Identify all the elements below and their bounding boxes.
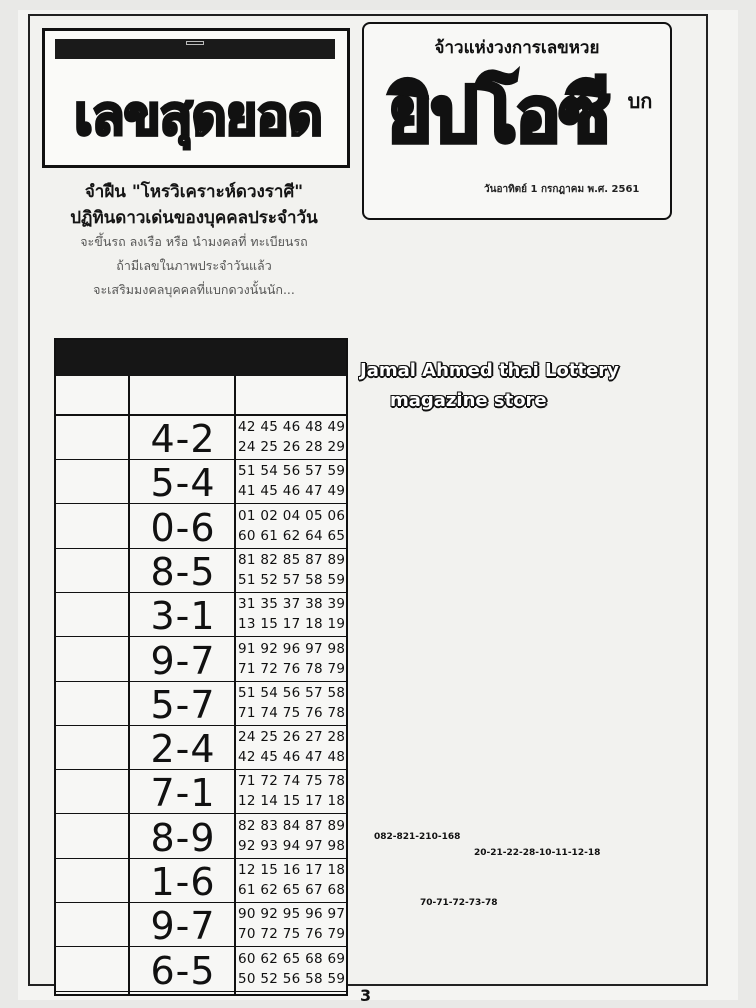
watermark-line-2: magazine store — [390, 390, 547, 411]
row-digit-pair: 5-7 — [150, 682, 216, 727]
contact-phone: 082-821-210-168 — [374, 832, 461, 842]
table-row — [56, 903, 346, 947]
row-digit-pair: 5-4 — [150, 461, 216, 506]
row-numbers-bottom: 92 93 94 97 98 — [238, 837, 346, 854]
watermark-line-1: Jamal Ahmed thai Lottery — [360, 360, 619, 381]
row-numbers-bottom: 50 52 56 58 59 — [238, 970, 346, 987]
row-digit-pair: 9-7 — [150, 638, 216, 683]
row-digit-pair: 4-2 — [150, 417, 216, 461]
subtext-line-1: จะขึ้นรถ ลงเรือ หรือ นำมงคลที่ ทะเบียนรถ — [80, 234, 308, 249]
masthead-top-bar — [55, 39, 335, 59]
row-numbers-top: 90 92 95 96 97 — [238, 906, 346, 923]
store-watermark — [360, 356, 720, 416]
header-numbers — [236, 376, 348, 416]
row-numbers-top: 12 15 16 17 18 — [238, 862, 346, 878]
table-row — [56, 682, 346, 726]
row-numbers-top: 42 45 46 48 49 — [238, 419, 346, 435]
right-kicker: จ้าวแห่งวงการเลขหวย — [434, 38, 600, 58]
table-row — [56, 948, 346, 992]
row-digit-pair: 3-1 — [150, 594, 216, 639]
table-header-row — [56, 376, 346, 416]
row-digit-pair: 0-6 — [150, 505, 216, 550]
row-numbers-top: 81 82 85 87 89 — [238, 551, 346, 568]
row-digit-pair: 8-5 — [150, 549, 216, 594]
numbers-line-1: 20-21-22-28-10-11-12-18 — [474, 848, 601, 858]
table-row — [56, 638, 346, 682]
subtext-line-3: จะเสริมมงคลบุคคลที่แบกดวงนั้นนัก... — [93, 282, 295, 297]
right-masthead-box — [362, 22, 672, 220]
page-number: 3 — [360, 986, 372, 1005]
row-numbers-bottom: 60 61 62 64 65 — [238, 527, 346, 544]
header-pair — [130, 376, 234, 416]
right-masthead-title: ยิปโอซี — [387, 70, 609, 159]
masthead-top-label — [186, 41, 204, 45]
row-numbers-top: 60 62 65 68 69 — [238, 950, 346, 967]
table-row — [56, 593, 346, 637]
numbers-line-2: 70-71-72-73-78 — [420, 898, 498, 908]
row-numbers-bottom: 42 45 46 47 48 — [238, 749, 346, 766]
left-masthead-box — [42, 28, 350, 168]
row-numbers-bottom: 12 14 15 17 18 — [238, 793, 346, 810]
subtext-line-2: ถ้ามีเลขในภาพประจำวันแล้ว — [116, 258, 272, 273]
table-row — [56, 859, 346, 903]
header-date — [56, 376, 128, 416]
left-column — [38, 20, 350, 993]
table-row — [56, 416, 346, 460]
row-numbers-top: 51 54 56 57 59 — [238, 463, 346, 480]
table-row — [56, 505, 346, 549]
issue-date: วันอาทิตย์ 1 กรกฎาคม พ.ศ. 2561 — [484, 184, 640, 195]
row-numbers-bottom: 71 74 75 76 78 — [238, 704, 346, 721]
lucky-number-table — [54, 338, 348, 996]
row-numbers-top: 51 54 56 57 58 — [238, 684, 346, 701]
row-digit-pair: 6-5 — [150, 948, 216, 993]
row-numbers-bottom: 13 15 17 18 19 — [238, 616, 346, 633]
row-numbers-bottom: 24 25 26 28 29 — [238, 439, 346, 455]
table-row — [56, 815, 346, 859]
table-row — [56, 770, 346, 814]
table-row — [56, 460, 346, 504]
table-row — [56, 549, 346, 593]
row-numbers-bottom: 61 62 65 67 68 — [238, 882, 346, 898]
masthead-side-tag: บก — [627, 89, 653, 113]
row-numbers-top: 31 35 37 38 39 — [238, 596, 346, 613]
row-digit-pair: 9-7 — [150, 904, 216, 949]
row-numbers-top: 91 92 96 97 98 — [238, 640, 346, 657]
row-digit-pair: 1-6 — [150, 860, 216, 904]
left-masthead-title: เลขสุดยอด — [74, 84, 322, 147]
row-numbers-top: 24 25 26 27 28 — [238, 729, 346, 746]
row-numbers-top: 01 02 04 05 06 — [238, 507, 346, 524]
row-numbers-bottom: 41 45 46 47 49 — [238, 483, 346, 500]
row-numbers-top: 82 83 84 87 89 — [238, 817, 346, 834]
table-row — [56, 726, 346, 770]
row-digit-pair: 8-9 — [150, 815, 216, 860]
row-digit-pair: 7-1 — [150, 771, 216, 816]
row-numbers-top: 71 72 74 75 78 — [238, 773, 346, 790]
row-digit-pair: 2-4 — [150, 727, 216, 772]
row-numbers-bottom: 70 72 75 76 79 — [238, 926, 346, 943]
headline-line-1: จำฝืน "โหรวิเคราะห์ดวงราศี" — [84, 182, 304, 202]
row-numbers-bottom: 71 72 76 78 79 — [238, 660, 346, 677]
headline-line-2: ปฏิทินดาวเด่นของบุคคลประจำวัน — [70, 208, 318, 228]
table-title-bar — [56, 340, 346, 376]
row-numbers-bottom: 51 52 57 58 59 — [238, 571, 346, 588]
